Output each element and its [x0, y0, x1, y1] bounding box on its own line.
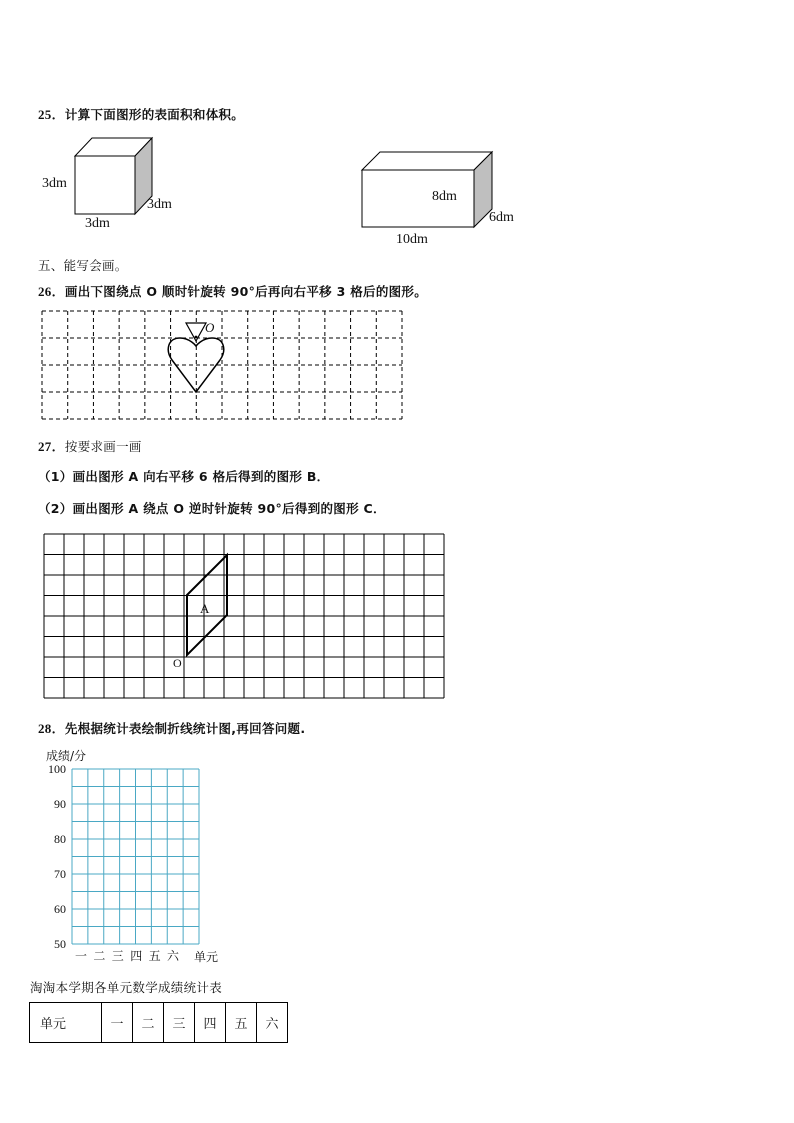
x-tick-label: 一 [74, 949, 88, 963]
cuboid-label-depth: 6dm [489, 210, 514, 225]
y-tick-label: 50 [54, 937, 66, 951]
chart-xlabel: 单元 [194, 950, 219, 964]
q28-number: 28． [38, 721, 65, 736]
x-tick-label: 三 [111, 949, 124, 963]
x-tick-label: 五 [148, 949, 161, 963]
figure-a-label: A [200, 601, 210, 616]
q27-number: 27． [38, 439, 65, 454]
q25-text: 计算下面图形的表面积和体积。 [64, 107, 245, 122]
q26-point-o-label: O [205, 320, 215, 335]
cuboid-label-length: 10dm [396, 232, 428, 247]
y-tick-label: 80 [54, 832, 66, 846]
cube-label-bottom: 3dm [85, 216, 110, 231]
x-tick-label: 二 [93, 949, 106, 963]
cube-label-left: 3dm [42, 176, 67, 191]
y-tick-label: 70 [54, 867, 66, 881]
q26-number: 26． [38, 284, 65, 299]
table-cell: 六 [257, 1003, 288, 1043]
q27-point-o-label: O [173, 656, 182, 670]
section5-heading: 五、能写会画。 [38, 258, 128, 273]
cuboid-label-height: 8dm [432, 189, 457, 204]
table-cell: 四 [195, 1003, 226, 1043]
table-header-cell: 单元 [30, 1003, 102, 1043]
table-cell: 一 [102, 1003, 133, 1043]
cube-label-right: 3dm [147, 197, 172, 212]
table-cell: 五 [226, 1003, 257, 1043]
y-tick-label: 100 [48, 762, 66, 776]
q26-text: 画出下图绕点 O 顺时针旋转 90°后再向右平移 3 格后的图形。 [64, 284, 428, 299]
q28-text: 先根据统计表绘制折线统计图,再回答问题. [64, 721, 306, 736]
q25-number: 25． [38, 107, 65, 122]
q27-text: 按要求画一画 [64, 439, 142, 454]
q27-sub1: （1）画出图形 A 向右平移 6 格后得到的图形 B． [38, 469, 330, 484]
q27-sub2: （2）画出图形 A 绕点 O 逆时针旋转 90°后得到的图形 C． [38, 501, 386, 516]
table-row [30, 1003, 288, 1043]
y-tick-label: 90 [54, 797, 66, 811]
x-tick-label: 六 [166, 949, 180, 963]
score-table [29, 1002, 288, 1043]
x-tick-label: 四 [130, 949, 143, 963]
table-cell: 三 [164, 1003, 195, 1043]
table-cell: 二 [133, 1003, 164, 1043]
chart-ylabel: 成绩/分 [46, 749, 87, 763]
table-title: 淘淘本学期各单元数学成绩统计表 [30, 980, 223, 995]
y-tick-label: 60 [54, 902, 66, 916]
